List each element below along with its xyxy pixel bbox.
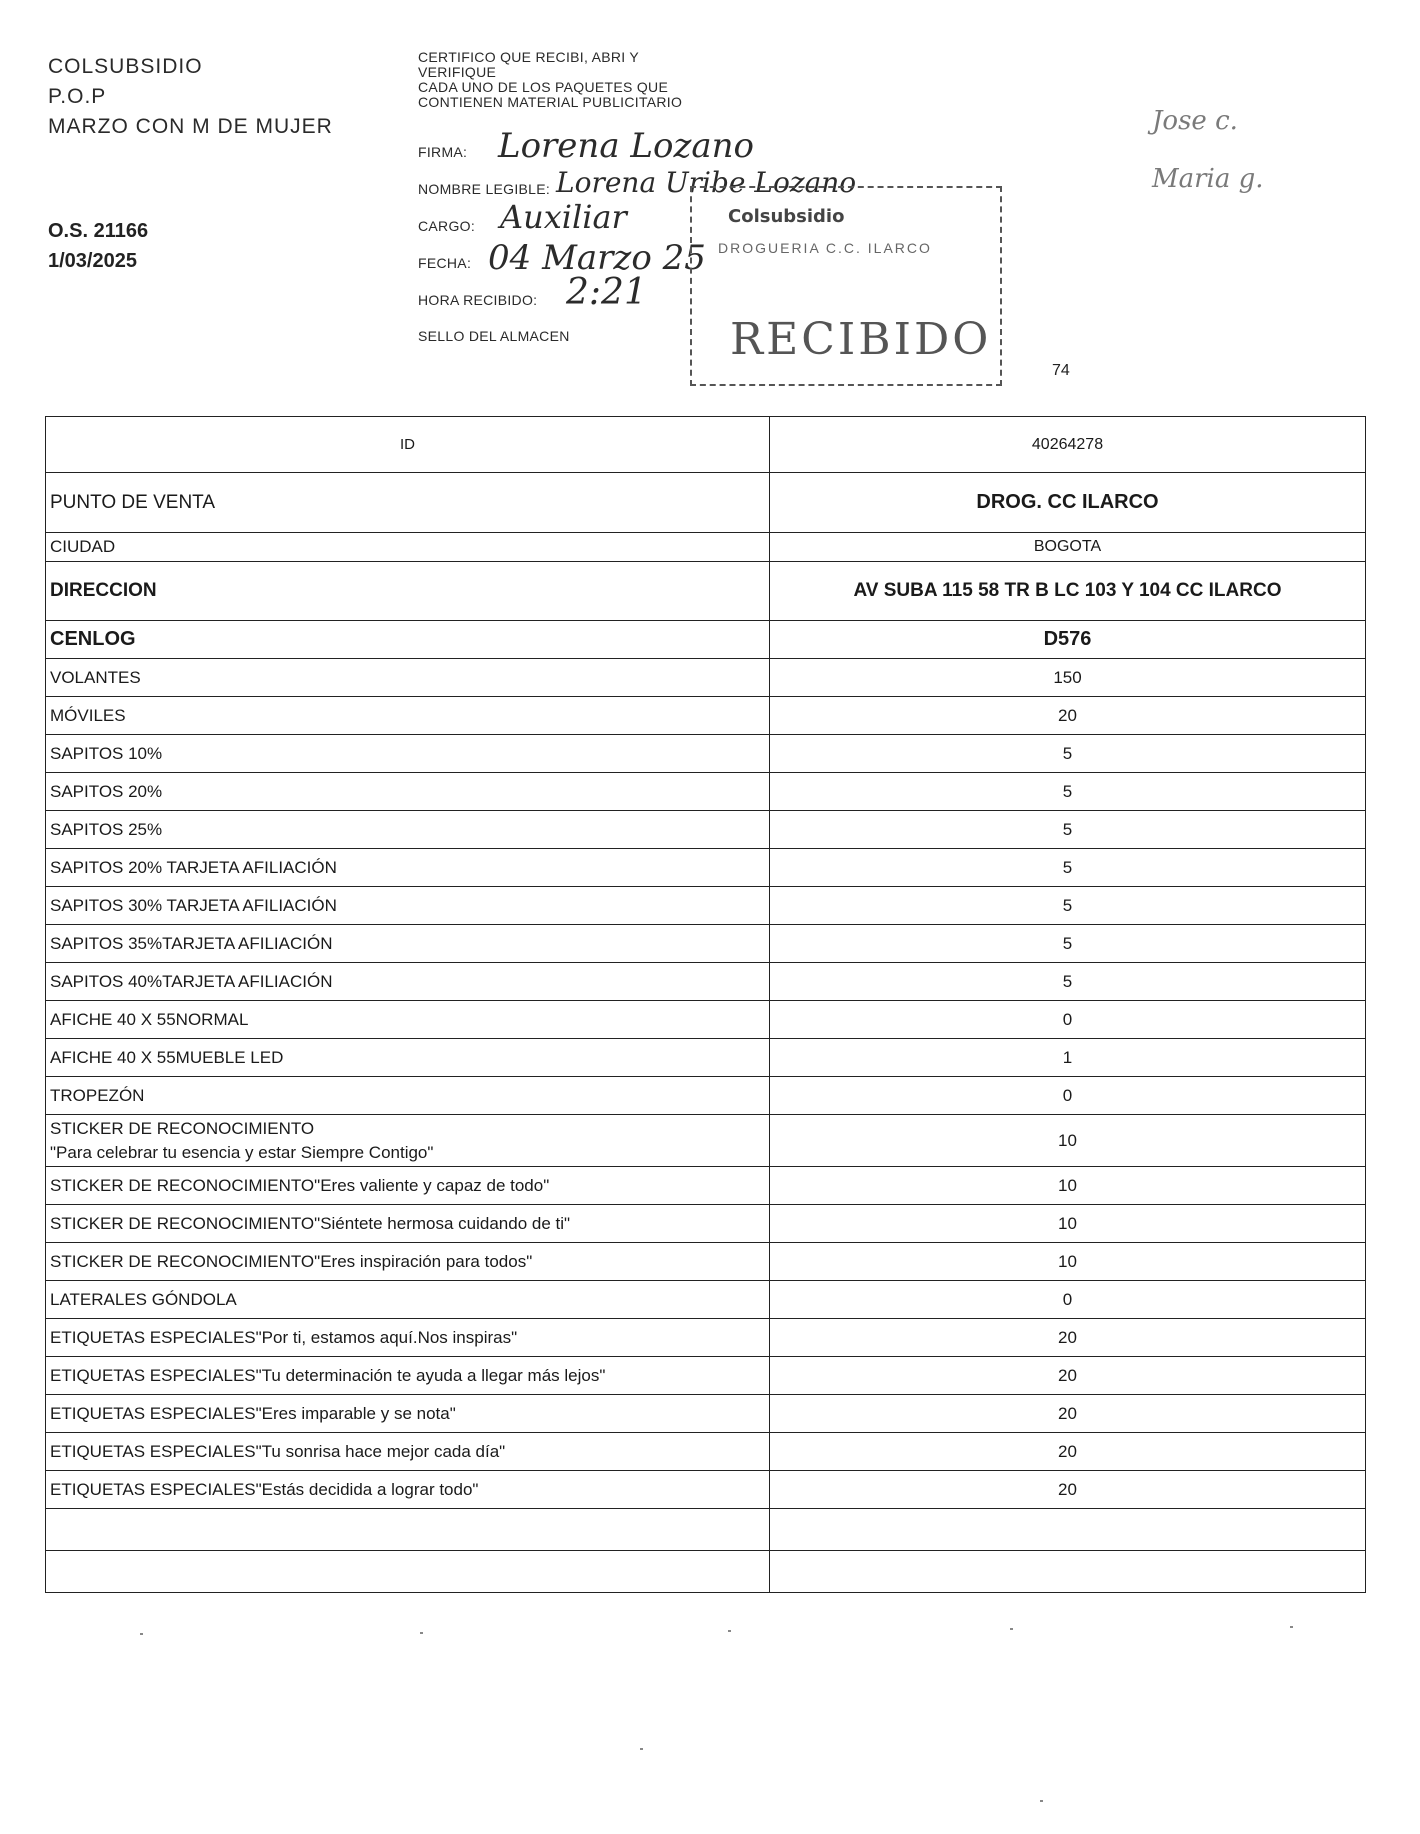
table-row bbox=[46, 1395, 1366, 1433]
id-label: ID bbox=[46, 417, 770, 473]
handwritten-signature: Lorena Lozano bbox=[498, 126, 754, 166]
ciudad-value: BOGOTA bbox=[770, 533, 1366, 562]
item-quantity: 20 bbox=[770, 1395, 1366, 1433]
sello-label: SELLO DEL ALMACEN bbox=[418, 328, 570, 344]
company-header bbox=[48, 52, 333, 142]
item-quantity: 150 bbox=[770, 659, 1366, 697]
table-row-empty bbox=[46, 1509, 1366, 1551]
company-name: COLSUBSIDIO bbox=[48, 55, 203, 78]
cert-line: CONTIENEN MATERIAL PUBLICITARIO bbox=[418, 94, 683, 110]
cenlog-label: CENLOG bbox=[46, 621, 770, 659]
item-label: ETIQUETAS ESPECIALES"Tu determinación te ayuda a llegar más lejos" bbox=[46, 1357, 770, 1395]
table-row bbox=[46, 621, 1366, 659]
scan-speck bbox=[1010, 1628, 1013, 1630]
item-quantity: 10 bbox=[770, 1115, 1366, 1167]
table-row bbox=[46, 1205, 1366, 1243]
pop-material-table bbox=[45, 416, 1366, 1593]
stamp-received: RECIBIDO bbox=[730, 314, 992, 365]
direccion-label: DIRECCION bbox=[46, 562, 770, 621]
item-quantity: 5 bbox=[770, 925, 1366, 963]
table-row bbox=[46, 1167, 1366, 1205]
table-row bbox=[46, 473, 1366, 533]
order-number: O.S. 21166 bbox=[48, 220, 149, 242]
item-quantity: 20 bbox=[770, 1471, 1366, 1509]
received-stamp bbox=[690, 186, 1002, 386]
item-label: AFICHE 40 X 55MUEBLE LED bbox=[46, 1039, 770, 1077]
empty-cell bbox=[46, 1551, 770, 1593]
item-label: MÓVILES bbox=[46, 697, 770, 735]
item-quantity: 20 bbox=[770, 1433, 1366, 1471]
sticker-label bbox=[46, 1115, 770, 1167]
scan-speck bbox=[640, 1748, 643, 1750]
cert-line: VERIFIQUE bbox=[418, 64, 497, 80]
item-quantity: 5 bbox=[770, 887, 1366, 925]
item-quantity: 10 bbox=[770, 1167, 1366, 1205]
program-name: P.O.P bbox=[48, 85, 107, 108]
direccion-value: AV SUBA 115 58 TR B LC 103 Y 104 CC ILARCO bbox=[770, 562, 1366, 621]
item-quantity: 5 bbox=[770, 735, 1366, 773]
item-label: STICKER DE RECONOCIMIENTO"Eres valiente y capaz de todo" bbox=[46, 1167, 770, 1205]
empty-cell bbox=[770, 1509, 1366, 1551]
item-label: ETIQUETAS ESPECIALES"Por ti, estamos aquí.Nos inspiras" bbox=[46, 1319, 770, 1357]
id-value: 40264278 bbox=[770, 417, 1366, 473]
table-row bbox=[46, 963, 1366, 1001]
table-row bbox=[46, 1471, 1366, 1509]
certification-text bbox=[418, 50, 682, 110]
fecha-label: FECHA: bbox=[418, 255, 472, 271]
table-row bbox=[46, 533, 1366, 562]
item-label: SAPITOS 35%TARJETA AFILIACIÓN bbox=[46, 925, 770, 963]
item-quantity: 5 bbox=[770, 963, 1366, 1001]
campaign-name: MARZO CON M DE MUJER bbox=[48, 115, 333, 138]
scan-speck bbox=[1040, 1800, 1043, 1802]
table-row bbox=[46, 773, 1366, 811]
item-label: TROPEZÓN bbox=[46, 1077, 770, 1115]
handwritten-name: Lorena Uribe Lozano bbox=[556, 166, 857, 199]
table-row bbox=[46, 1077, 1366, 1115]
sticker-label-line: STICKER DE RECONOCIMIENTO bbox=[50, 1118, 315, 1138]
table-row-empty bbox=[46, 1551, 1366, 1593]
firma-label: FIRMA: bbox=[418, 144, 468, 160]
table-row bbox=[46, 1243, 1366, 1281]
item-label: SAPITOS 20% TARJETA AFILIACIÓN bbox=[46, 849, 770, 887]
table-row bbox=[46, 1115, 1366, 1167]
stamp-store: DROGUERIA C.C. ILARCO bbox=[718, 240, 932, 256]
table-row bbox=[46, 417, 1366, 473]
item-label: ETIQUETAS ESPECIALES"Estás decidida a lograr todo" bbox=[46, 1471, 770, 1509]
ciudad-label: CIUDAD bbox=[46, 533, 770, 562]
scan-speck bbox=[728, 1630, 731, 1632]
table-row bbox=[46, 697, 1366, 735]
cert-line: CADA UNO DE LOS PAQUETES QUE bbox=[418, 79, 669, 95]
item-quantity: 1 bbox=[770, 1039, 1366, 1077]
table-row bbox=[46, 887, 1366, 925]
scan-speck bbox=[140, 1633, 143, 1635]
table-row bbox=[46, 1039, 1366, 1077]
table-row bbox=[46, 849, 1366, 887]
annotation-line: Jose c. bbox=[1152, 106, 1238, 136]
item-quantity: 5 bbox=[770, 811, 1366, 849]
empty-cell bbox=[770, 1551, 1366, 1593]
order-info bbox=[48, 216, 148, 276]
item-label: SAPITOS 25% bbox=[46, 811, 770, 849]
table-row bbox=[46, 1433, 1366, 1471]
cargo-label: CARGO: bbox=[418, 218, 476, 234]
table-row bbox=[46, 1319, 1366, 1357]
hora-label: HORA RECIBIDO: bbox=[418, 292, 538, 308]
table-row bbox=[46, 562, 1366, 621]
table-row bbox=[46, 1357, 1366, 1395]
item-label: ETIQUETAS ESPECIALES"Eres imparable y se nota" bbox=[46, 1395, 770, 1433]
table-row bbox=[46, 811, 1366, 849]
item-label: LATERALES GÓNDOLA bbox=[46, 1281, 770, 1319]
item-label: SAPITOS 20% bbox=[46, 773, 770, 811]
item-quantity: 10 bbox=[770, 1243, 1366, 1281]
item-quantity: 5 bbox=[770, 773, 1366, 811]
handwritten-time: 2:21 bbox=[566, 272, 647, 313]
margin-annotation bbox=[1152, 92, 1264, 208]
item-label: VOLANTES bbox=[46, 659, 770, 697]
item-quantity: 10 bbox=[770, 1205, 1366, 1243]
table-row bbox=[46, 1001, 1366, 1039]
scan-speck bbox=[420, 1632, 423, 1634]
table-row bbox=[46, 735, 1366, 773]
item-label: ETIQUETAS ESPECIALES"Tu sonrisa hace mejor cada día" bbox=[46, 1433, 770, 1471]
item-label: SAPITOS 10% bbox=[46, 735, 770, 773]
table-row bbox=[46, 925, 1366, 963]
item-quantity: 5 bbox=[770, 849, 1366, 887]
annotation-line: Maria g. bbox=[1152, 164, 1264, 194]
nombre-label: NOMBRE LEGIBLE: bbox=[418, 181, 551, 197]
punto-value: DROG. CC ILARCO bbox=[770, 473, 1366, 533]
item-quantity: 0 bbox=[770, 1001, 1366, 1039]
empty-cell bbox=[46, 1509, 770, 1551]
item-label: SAPITOS 30% TARJETA AFILIACIÓN bbox=[46, 887, 770, 925]
stamp-brand: Colsubsidio bbox=[728, 206, 845, 227]
item-label: STICKER DE RECONOCIMIENTO"Eres inspiración para todos" bbox=[46, 1243, 770, 1281]
table-row bbox=[46, 1281, 1366, 1319]
handwritten-date: 04 Marzo 25 bbox=[488, 238, 706, 278]
item-label: SAPITOS 40%TARJETA AFILIACIÓN bbox=[46, 963, 770, 1001]
item-label: AFICHE 40 X 55NORMAL bbox=[46, 1001, 770, 1039]
scan-speck bbox=[1290, 1626, 1293, 1628]
item-label: STICKER DE RECONOCIMIENTO"Siéntete hermosa cuidando de ti" bbox=[46, 1205, 770, 1243]
cert-line: CERTIFICO QUE RECIBI, ABRI Y bbox=[418, 49, 640, 65]
sticker-label-line: "Para celebrar tu esencia y estar Siempre Contigo" bbox=[50, 1142, 434, 1162]
item-quantity: 20 bbox=[770, 697, 1366, 735]
item-quantity: 0 bbox=[770, 1281, 1366, 1319]
order-date: 1/03/2025 bbox=[48, 250, 137, 272]
item-quantity: 20 bbox=[770, 1357, 1366, 1395]
table-row bbox=[46, 659, 1366, 697]
item-quantity: 0 bbox=[770, 1077, 1366, 1115]
handwritten-cargo: Auxiliar bbox=[500, 198, 627, 236]
page-number: 74 bbox=[1052, 362, 1070, 379]
punto-label: PUNTO DE VENTA bbox=[46, 473, 770, 533]
cenlog-value: D576 bbox=[770, 621, 1366, 659]
item-quantity: 20 bbox=[770, 1319, 1366, 1357]
